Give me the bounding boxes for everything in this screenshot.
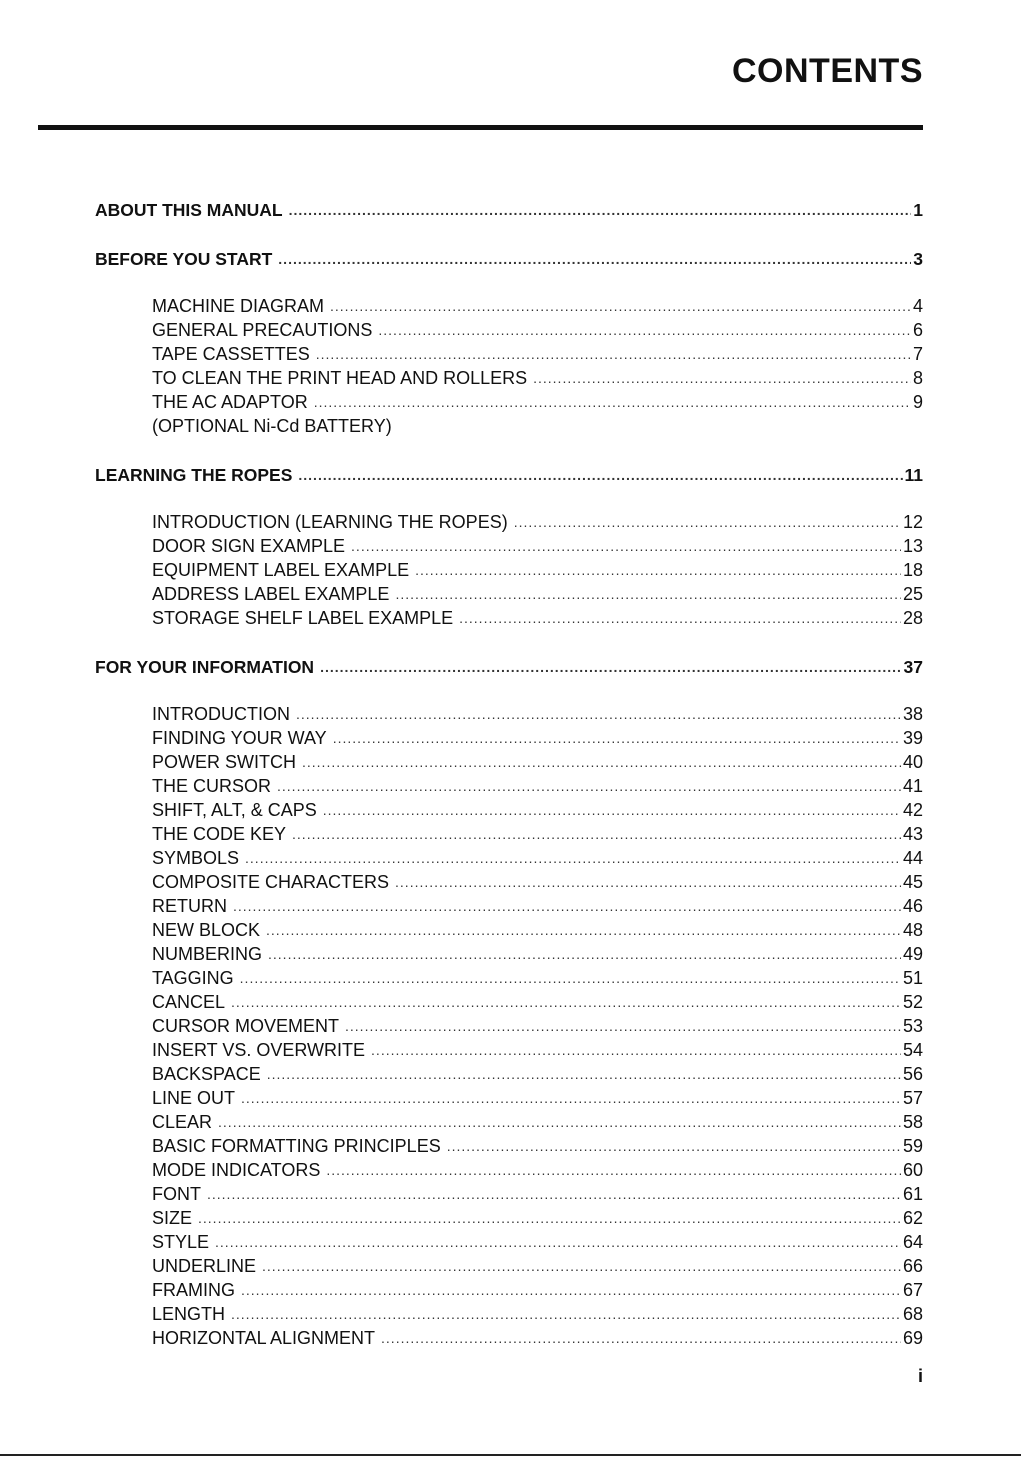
toc-entry-page: 18 <box>902 560 923 580</box>
toc-entry <box>95 510 923 534</box>
toc-entry-label: ADDRESS LABEL EXAMPLE <box>152 584 390 604</box>
toc-entry-label: TO CLEAN THE PRINT HEAD AND ROLLERS <box>152 368 528 388</box>
toc-entry-label: FONT <box>152 1184 201 1204</box>
toc-entry-page: 7 <box>912 344 923 364</box>
dot-leader <box>459 606 901 630</box>
toc-entry <box>95 918 923 942</box>
dot-leader <box>398 414 921 438</box>
toc-entry-label: HORIZONTAL ALIGNMENT <box>152 1328 376 1348</box>
toc-entry-page: 67 <box>902 1280 923 1300</box>
toc-entry-page: 12 <box>902 512 923 532</box>
toc-entry-page: 51 <box>902 968 923 988</box>
dot-leader <box>233 894 901 918</box>
toc-entry-label: DOOR SIGN EXAMPLE <box>152 536 346 556</box>
toc-entry-label: INTRODUCTION (LEARNING THE ROPES) <box>152 512 508 532</box>
toc-entry-page: 53 <box>902 1016 923 1036</box>
toc-entry-label: FRAMING <box>152 1280 235 1300</box>
dot-leader <box>533 366 911 390</box>
toc-entry-label: SYMBOLS <box>152 848 240 868</box>
toc-entry-label: LENGTH <box>152 1304 226 1324</box>
dot-leader <box>262 1254 901 1278</box>
dot-leader <box>245 846 901 870</box>
toc-entry-label: BASIC FORMATTING PRINCIPLES <box>152 1136 441 1156</box>
toc-entry <box>95 1278 923 1302</box>
toc-entry-label: NEW BLOCK <box>152 920 261 940</box>
dot-leader <box>266 918 901 942</box>
toc-entry <box>95 942 923 966</box>
toc-entry-page: 62 <box>902 1208 923 1228</box>
toc-entry-page: 40 <box>902 752 923 772</box>
toc-entry <box>95 318 923 342</box>
toc-entry-label: STORAGE SHELF LABEL EXAMPLE <box>152 608 454 628</box>
toc-entry-label: MACHINE DIAGRAM <box>152 296 325 316</box>
toc-entry-label: CLEAR <box>152 1112 213 1132</box>
toc-entry-label: MODE INDICATORS <box>152 1160 321 1180</box>
toc-entry <box>95 606 923 630</box>
toc-section-page: 37 <box>903 657 923 677</box>
toc-entry-label: INTRODUCTION <box>152 704 290 724</box>
toc-section <box>95 655 923 679</box>
toc-entry-page: 69 <box>902 1328 923 1348</box>
toc-entry-page: 13 <box>902 536 923 556</box>
toc-entry-page: 68 <box>902 1304 923 1324</box>
toc-entry-page: 58 <box>902 1112 923 1132</box>
toc-entry-label: POWER SWITCH <box>152 752 296 772</box>
toc-section <box>95 463 923 487</box>
dot-leader <box>320 655 901 679</box>
dot-leader <box>333 726 901 750</box>
dot-leader <box>292 822 901 846</box>
toc-entry <box>95 966 923 990</box>
toc-entry <box>95 726 923 750</box>
toc-entry-page: 42 <box>902 800 923 820</box>
dot-leader <box>240 966 901 990</box>
toc-entry <box>95 1014 923 1038</box>
toc-entry-page: 38 <box>902 704 923 724</box>
toc-entry-page: 4 <box>912 296 923 316</box>
dot-leader <box>447 1134 901 1158</box>
dot-leader <box>218 1110 901 1134</box>
dot-leader <box>371 1038 901 1062</box>
toc-section-label: BEFORE YOU START <box>95 249 273 269</box>
toc-entry-label: CURSOR MOVEMENT <box>152 1016 340 1036</box>
toc-entry-label: THE CURSOR <box>152 776 272 796</box>
toc-entry <box>95 342 923 366</box>
toc-section <box>95 247 923 271</box>
toc-entry-label: TAPE CASSETTES <box>152 344 310 364</box>
toc-entry-page: 54 <box>902 1040 923 1060</box>
page-title: CONTENTS <box>732 52 923 90</box>
dot-leader <box>378 318 911 342</box>
toc-entry-page: 6 <box>912 320 923 340</box>
toc-entry-page: 41 <box>902 776 923 796</box>
toc-entry-label: SIZE <box>152 1208 193 1228</box>
dot-leader <box>514 510 901 534</box>
toc-entry-label: BACKSPACE <box>152 1064 261 1084</box>
toc-entry-page: 39 <box>902 728 923 748</box>
toc-entry-label: EQUIPMENT LABEL EXAMPLE <box>152 560 410 580</box>
dot-leader <box>316 342 911 366</box>
dot-leader <box>241 1086 901 1110</box>
toc-entry-label: COMPOSITE CHARACTERS <box>152 872 390 892</box>
toc-entry-page: 25 <box>902 584 923 604</box>
toc-entry-label: NUMBERING <box>152 944 263 964</box>
toc-entry <box>95 582 923 606</box>
dot-leader <box>198 1206 901 1230</box>
dot-leader <box>395 870 901 894</box>
toc-entry <box>95 822 923 846</box>
dot-leader <box>267 1062 901 1086</box>
toc-entry-page: 49 <box>902 944 923 964</box>
dot-leader <box>330 294 911 318</box>
toc-entry <box>95 990 923 1014</box>
toc-entry-page: 28 <box>902 608 923 628</box>
toc-entry <box>95 1254 923 1278</box>
dot-leader <box>289 198 912 222</box>
toc-entry-page: 66 <box>902 1256 923 1276</box>
toc-entry-page: 43 <box>902 824 923 844</box>
dot-leader <box>415 558 901 582</box>
toc-entry <box>95 1182 923 1206</box>
dot-leader <box>298 463 902 487</box>
toc-entry-label: THE AC ADAPTOR <box>152 392 308 412</box>
dot-leader <box>241 1278 901 1302</box>
toc-entry <box>95 894 923 918</box>
toc-entry <box>95 1230 923 1254</box>
toc-section-page: 1 <box>913 200 923 220</box>
toc-entry-label: GENERAL PRECAUTIONS <box>152 320 373 340</box>
toc-entry-label: TAGGING <box>152 968 234 988</box>
toc-entry-label: UNDERLINE <box>152 1256 257 1276</box>
dot-leader <box>314 390 911 414</box>
toc-entry <box>95 390 923 414</box>
table-of-contents <box>95 198 923 1350</box>
toc-entry-label: (OPTIONAL Ni-Cd BATTERY) <box>152 416 392 436</box>
toc-entry <box>95 1206 923 1230</box>
toc-entry-page: 8 <box>912 368 923 388</box>
toc-section-label: LEARNING THE ROPES <box>95 465 293 485</box>
toc-entry <box>95 1134 923 1158</box>
page-number: i <box>917 1366 923 1386</box>
dot-leader <box>302 750 901 774</box>
toc-entry <box>95 1302 923 1326</box>
dot-leader <box>207 1182 901 1206</box>
toc-section-page: 3 <box>913 249 923 269</box>
dot-leader <box>231 990 901 1014</box>
toc-entry-label: INSERT VS. OVERWRITE <box>152 1040 366 1060</box>
toc-entry-page: 48 <box>902 920 923 940</box>
toc-entry-page: 64 <box>902 1232 923 1252</box>
toc-entry <box>95 846 923 870</box>
toc-entry-label: CANCEL <box>152 992 226 1012</box>
dot-leader <box>395 582 901 606</box>
toc-entry-label: LINE OUT <box>152 1088 236 1108</box>
toc-entry-page: 59 <box>902 1136 923 1156</box>
toc-entry <box>95 702 923 726</box>
toc-entry <box>95 1158 923 1182</box>
toc-entry <box>95 1326 923 1350</box>
toc-entry <box>95 534 923 558</box>
dot-leader <box>268 942 901 966</box>
dot-leader <box>381 1326 901 1350</box>
dot-leader <box>345 1014 901 1038</box>
toc-entry <box>95 774 923 798</box>
toc-entry <box>95 1110 923 1134</box>
dot-leader <box>215 1230 901 1254</box>
toc-section-label: ABOUT THIS MANUAL <box>95 200 283 220</box>
toc-entry-label: SHIFT, ALT, & CAPS <box>152 800 317 820</box>
dot-leader <box>323 798 901 822</box>
toc-entry <box>95 366 923 390</box>
toc-entry-page: 44 <box>902 848 923 868</box>
toc-entry <box>95 1086 923 1110</box>
toc-entry-page: 56 <box>902 1064 923 1084</box>
toc-entry <box>95 750 923 774</box>
toc-entry <box>95 294 923 318</box>
toc-entry <box>95 558 923 582</box>
toc-section-label: FOR YOUR INFORMATION <box>95 657 315 677</box>
dot-leader <box>231 1302 901 1326</box>
title-rule <box>38 125 923 130</box>
toc-entry-page: 46 <box>902 896 923 916</box>
toc-entry-page: 61 <box>902 1184 923 1204</box>
page-edge <box>0 1454 1021 1456</box>
toc-entry <box>95 1062 923 1086</box>
toc-entry-label: FINDING YOUR WAY <box>152 728 327 748</box>
toc-entry <box>95 1038 923 1062</box>
toc-entry-page: 9 <box>912 392 923 412</box>
toc-entry <box>95 870 923 894</box>
toc-entry-label: STYLE <box>152 1232 210 1252</box>
toc-entry-page: 57 <box>902 1088 923 1108</box>
dot-leader <box>351 534 901 558</box>
toc-entry-page: 60 <box>902 1160 923 1180</box>
toc-entry-page <box>921 414 923 438</box>
toc-section <box>95 198 923 222</box>
dot-leader <box>277 774 901 798</box>
toc-section-page: 11 <box>904 465 923 485</box>
toc-entry <box>95 798 923 822</box>
toc-entry-label: THE CODE KEY <box>152 824 287 844</box>
dot-leader <box>278 247 911 271</box>
dot-leader <box>296 702 901 726</box>
toc-entry-page: 52 <box>902 992 923 1012</box>
toc-entry <box>95 414 923 438</box>
toc-entry-label: RETURN <box>152 896 227 916</box>
dot-leader <box>326 1158 901 1182</box>
toc-entry-page: 45 <box>902 872 923 892</box>
